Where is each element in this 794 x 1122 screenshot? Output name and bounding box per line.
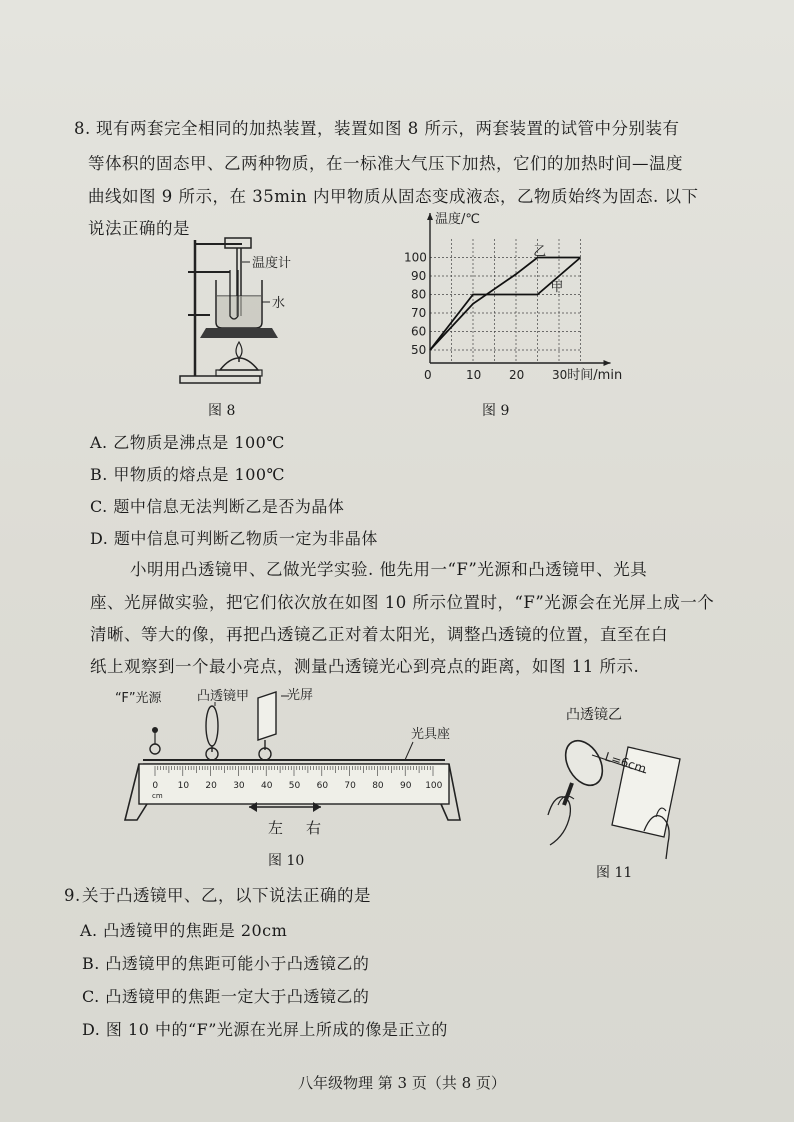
q8-option-a: A. 乙物质是沸点是 100℃ — [90, 433, 285, 452]
tick-label-origin: 0 — [424, 368, 432, 382]
q8-number: 8. — [74, 119, 91, 138]
y-axis-label: 温度/℃ — [435, 212, 480, 227]
ruler-tick-label: 90 — [400, 781, 412, 791]
fig10-right-label: 右 — [306, 819, 322, 837]
q8-line-3: 曲线如图 9 所示，在 35min 内甲物质从固态变成液态，乙物质始终为固态. 以下 — [88, 187, 699, 206]
ruler-tick-label: 10 — [177, 781, 190, 791]
q9-option-b: B. 凸透镜甲的焦距可能小于凸透镜乙的 — [82, 954, 370, 973]
direction-arrow-icon — [245, 800, 325, 814]
ruler-tick-label: 20 — [205, 781, 217, 791]
para-line-4: 纸上观察到一个最小亮点，测量凸透镜光心到亮点的距离，如图 11 所示. — [90, 657, 640, 676]
fig9-caption: 图 9 — [482, 403, 510, 419]
q8-line-4: 说法正确的是 — [88, 219, 190, 238]
q9-option-d: D. 图 10 中的“F”光源在光屏上所成的像是正立的 — [82, 1020, 448, 1039]
para-line-1: 小明用凸透镜甲、乙做光学实验. 他先用一“F”光源和凸透镜甲、光具 — [130, 560, 648, 579]
fig10-source-label: “F”光源 — [115, 691, 162, 706]
fig11-distance-label: L=6cm — [603, 749, 648, 777]
para-line-2: 座、光屏做实验，把它们依次放在如图 10 所示位置时，“F”光源会在光屏上成一个 — [90, 593, 715, 612]
y-tick-label: 80 — [411, 287, 427, 302]
y-axis-arrow — [427, 213, 433, 220]
x-axis-label: 时间/min — [567, 368, 623, 383]
fig8-apparatus — [170, 230, 360, 400]
ruler-tick-label: 60 — [316, 781, 329, 791]
ruler-tick-label: 30 — [233, 781, 245, 791]
ruler-unit-label: cm — [152, 792, 163, 800]
fig10-left-label: 左 — [268, 819, 284, 837]
y-tick-label: 50 — [411, 343, 427, 357]
q8-option-b: B. 甲物质的熔点是 100℃ — [90, 465, 285, 484]
series-line-yi — [430, 258, 581, 351]
x-tick-label: 10 — [466, 368, 482, 382]
fig10-lens-label: 凸透镜甲 — [197, 689, 250, 704]
ruler-tick-label: 50 — [288, 781, 301, 791]
fig10-bench-label: 光具座 — [411, 727, 451, 742]
y-tick-label: 70 — [411, 306, 427, 320]
para-line-3: 清晰、等大的像，再把凸透镜乙正对着太阳光，调整凸透镜的位置，直至在白 — [90, 625, 668, 644]
q9-number: 9. — [64, 886, 81, 905]
x-tick-label: 30 — [552, 368, 568, 382]
series-line-jia — [430, 258, 581, 351]
ruler-tick-label: 70 — [344, 781, 356, 791]
fig10-screen-label: 光屏 — [287, 688, 314, 703]
fig10-caption: 图 10 — [268, 853, 305, 869]
q8-line-2: 等体积的固态甲、乙两种物质，在一标准大气压下加热，它们的加热时间—温度 — [88, 154, 683, 173]
fig11-title: 凸透镜乙 — [566, 707, 622, 723]
ruler-tick-label: 0 — [152, 781, 159, 791]
fig9-chart — [400, 205, 630, 385]
fig8-thermometer-label: 温度计 — [252, 256, 292, 271]
fig11-caption: 图 11 — [596, 865, 633, 881]
page-footer: 八年级物理 第 3 页（共 8 页） — [298, 1074, 506, 1092]
x-axis-arrow — [604, 360, 611, 366]
fig8-caption: 图 8 — [208, 403, 236, 419]
ruler-tick-label: 40 — [261, 781, 273, 791]
fig11-magnifier-illustration — [540, 725, 710, 865]
q9-option-a: A. 凸透镜甲的焦距是 20cm — [80, 921, 288, 940]
y-tick-label: 60 — [411, 324, 427, 339]
series-label-yi: 乙 — [533, 244, 547, 260]
q8-option-c: C. 题中信息无法判断乙是否为晶体 — [90, 497, 345, 516]
x-tick-label: 20 — [509, 368, 525, 382]
ruler-tick-label: 100 — [425, 781, 443, 791]
y-tick-label: 100 — [404, 250, 427, 265]
q8-line-1: 现有两套完全相同的加热装置，装置如图 8 所示，两套装置的试管中分别装有 — [96, 119, 680, 138]
y-tick-label: 90 — [411, 269, 427, 283]
q9-stem: 关于凸透镜甲、乙，以下说法正确的是 — [82, 886, 371, 905]
ruler-tick-label: 80 — [372, 781, 384, 791]
series-label-jia: 甲 — [550, 279, 564, 295]
q8-option-d: D. 题中信息可判断乙物质一定为非晶体 — [90, 529, 378, 548]
fig8-water-label: 水 — [272, 296, 286, 311]
q9-option-c: C. 凸透镜甲的焦距一定大于凸透镜乙的 — [82, 987, 370, 1006]
